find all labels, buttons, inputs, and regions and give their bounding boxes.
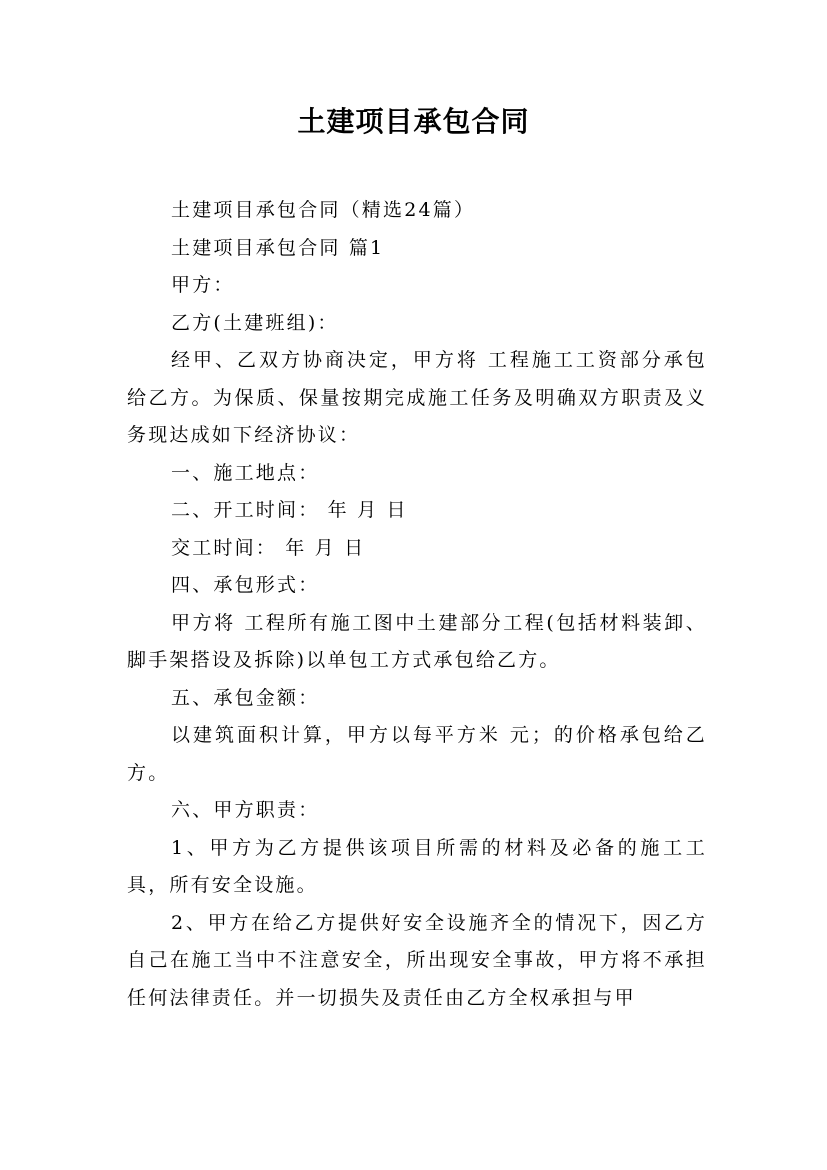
paragraph-agreement-intro: 经甲、乙双方协商决定，甲方将 工程施工工资部分承包给乙方。为保质、保量按期完成施工任务及明确双方职责及义务现达成如下经济协议：: [127, 349, 707, 446]
paragraph-contract-amount: 以建筑面积计算，甲方以每平方米 元；的价格承包给乙方。: [127, 724, 707, 784]
paragraph-section-heading: 土建项目承包合同 篇1: [171, 236, 385, 259]
paragraph-contract-amount-heading: 五、承包金额：: [171, 686, 320, 709]
document-body: [127, 192, 707, 1017]
paragraph-contract-form: 甲方将 工程所有施工图中土建部分工程(包括材料装卸、脚手架搭设及拆除)以单包工方式承包给乙方。: [127, 611, 707, 671]
paragraph-completion-date: 交工时间： 年 月 日: [171, 536, 366, 559]
paragraph-party-a: 甲方：: [171, 274, 235, 296]
paragraph-duty-2: 2、甲方在给乙方提供好安全设施齐全的情况下，因乙方自己在施工当中不注意安全，所出现安全事故，甲方将不承担任何法律责任。并一切损失及责任由乙方全权承担与甲: [127, 911, 707, 1009]
document-title: 土建项目承包合同: [297, 105, 530, 138]
paragraph-construction-site: 一、施工地点：: [171, 461, 320, 484]
paragraph-duty-1: 1、甲方为乙方提供该项目所需的材料及必备的施工工具，所有安全设施。: [127, 836, 707, 896]
paragraph-party-b: 乙方(土建班组)：: [171, 311, 339, 334]
paragraph-subtitle: 土建项目承包合同（精选24篇）: [171, 199, 476, 221]
paragraph-start-date: 二、开工时间： 年 月 日: [171, 499, 408, 521]
paragraph-party-a-duties-heading: 六、甲方职责：: [171, 799, 320, 821]
paragraph-contract-form-heading: 四、承包形式：: [171, 574, 320, 596]
